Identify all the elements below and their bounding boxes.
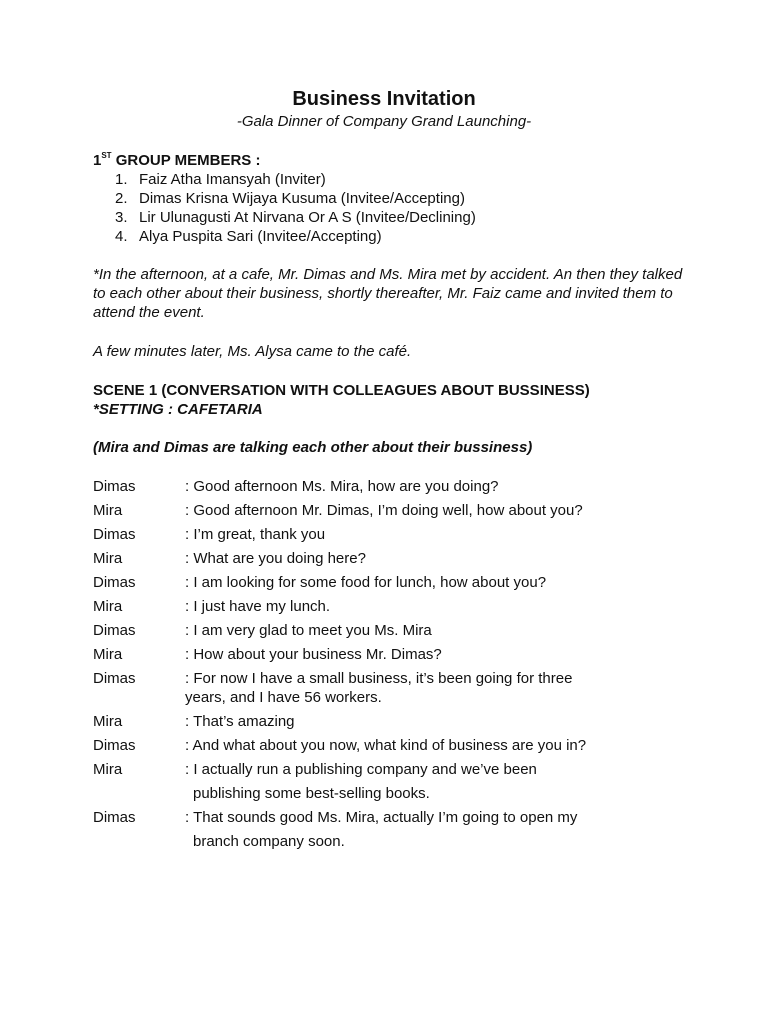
speaker-name: Dimas [93,478,136,495]
speaker-name: Dimas [93,809,136,826]
speech-text [185,549,693,568]
speaker-name: Mira [93,598,123,615]
dialogue-line [93,760,693,803]
group-heading-prefix: 1 [93,152,102,169]
dialogue-line [93,669,693,707]
speaker-name: Dimas [93,622,136,639]
speaker-name: Mira [93,713,123,730]
dialogue-line [93,597,693,616]
speech-line: : And what about you now, what kind of business are you in? [185,737,587,754]
dialogue-line [93,525,693,544]
document-title: Business Invitation [292,88,476,110]
member-number: 2. [115,190,128,207]
member-item [115,227,476,246]
speech-text [185,808,693,851]
member-item [115,208,476,227]
dialogue-line [93,501,693,520]
member-text: Dimas Krisna Wijaya Kusuma (Invitee/Accepting) [139,190,465,207]
speech-line: : For now I have a small business, it’s been going for three [185,670,573,687]
speech-line: : I am very glad to meet you Ms. Mira [185,622,432,639]
speech-continuation: years, and I have 56 workers. [185,689,382,706]
speech-text [185,736,693,755]
speech-text [185,501,693,520]
member-text: Alya Puspita Sari (Invitee/Accepting) [139,228,382,245]
speech-line: : Good afternoon Mr. Dimas, I’m doing well, how about you? [185,502,583,519]
group-heading-superscript: ST [101,151,112,160]
member-text: Lir Ulunagusti At Nirvana Or A S (Invitee/Declining) [139,209,476,226]
dialogue-line [93,808,693,851]
speaker-name: Mira [93,761,123,778]
document-subtitle: -Gala Dinner of Company Grand Launching- [236,113,532,130]
speaker-name: Dimas [93,670,136,687]
member-item [115,189,476,208]
speech-text [185,525,693,544]
speech-text [185,712,693,731]
dialogue-line [93,549,693,568]
speech-line: : That’s amazing [185,713,295,730]
speech-line: : I am looking for some food for lunch, how about you? [185,574,547,591]
scene-setting: *SETTING : CAFETARIA [93,401,263,418]
speaker-name: Dimas [93,526,136,543]
speech-line: : Good afternoon Ms. Mira, how are you doing? [185,478,499,495]
speaker-name: Mira [93,646,123,663]
dialogue-line [93,621,693,640]
group-heading-rest: GROUP MEMBERS : [111,152,261,169]
dialogue-block [93,477,693,856]
speaker-name: Dimas [93,574,136,591]
speech-continuation: branch company soon. [193,833,345,850]
scene-heading: SCENE 1 (CONVERSATION WITH COLLEAGUES ABOUT BUSSINESS) [93,382,590,399]
dialogue-line [93,645,693,664]
speech-continuation: publishing some best-selling books. [193,785,430,802]
speaker-name: Dimas [93,737,136,754]
member-number: 3. [115,209,128,226]
speech-line: : I’m great, thank you [185,526,326,543]
member-text: Faiz Atha Imansyah (Inviter) [139,171,326,188]
speech-text [185,645,693,664]
speaker-name: Mira [93,502,123,519]
dialogue-line [93,573,693,592]
speech-text [185,573,693,592]
speaker-name: Mira [93,550,123,567]
dialogue-line [93,712,693,731]
speech-line: : I just have my lunch. [185,598,331,615]
speech-line: : That sounds good Ms. Mira, actually I’m going to open my [185,809,578,826]
arrival-paragraph: A few minutes later, Ms. Alysa came to the café. [93,343,412,360]
speech-line: : How about your business Mr. Dimas? [185,646,442,663]
speech-text [185,760,693,803]
speech-text [185,621,693,640]
dialogue-line [93,736,693,755]
speech-text [185,669,693,707]
speech-text [185,597,693,616]
intro-paragraph: *In the afternoon, at a cafe, Mr. Dimas and Ms. Mira met by accident. An then they talked to each other about their business, shortly thereafter, Mr. Faiz came and invited them to attend the event. [93,266,683,321]
stage-direction: (Mira and Dimas are talking each other about their bussiness) [93,439,533,456]
member-item [115,170,476,189]
member-number: 1. [115,171,128,188]
speech-line: : What are you doing here? [185,550,366,567]
speech-line: : I actually run a publishing company and we’ve been [185,761,537,778]
members-list [115,170,476,246]
group-members-heading [93,151,260,170]
member-number: 4. [115,228,128,245]
dialogue-line [93,477,693,496]
speech-text [185,477,693,496]
